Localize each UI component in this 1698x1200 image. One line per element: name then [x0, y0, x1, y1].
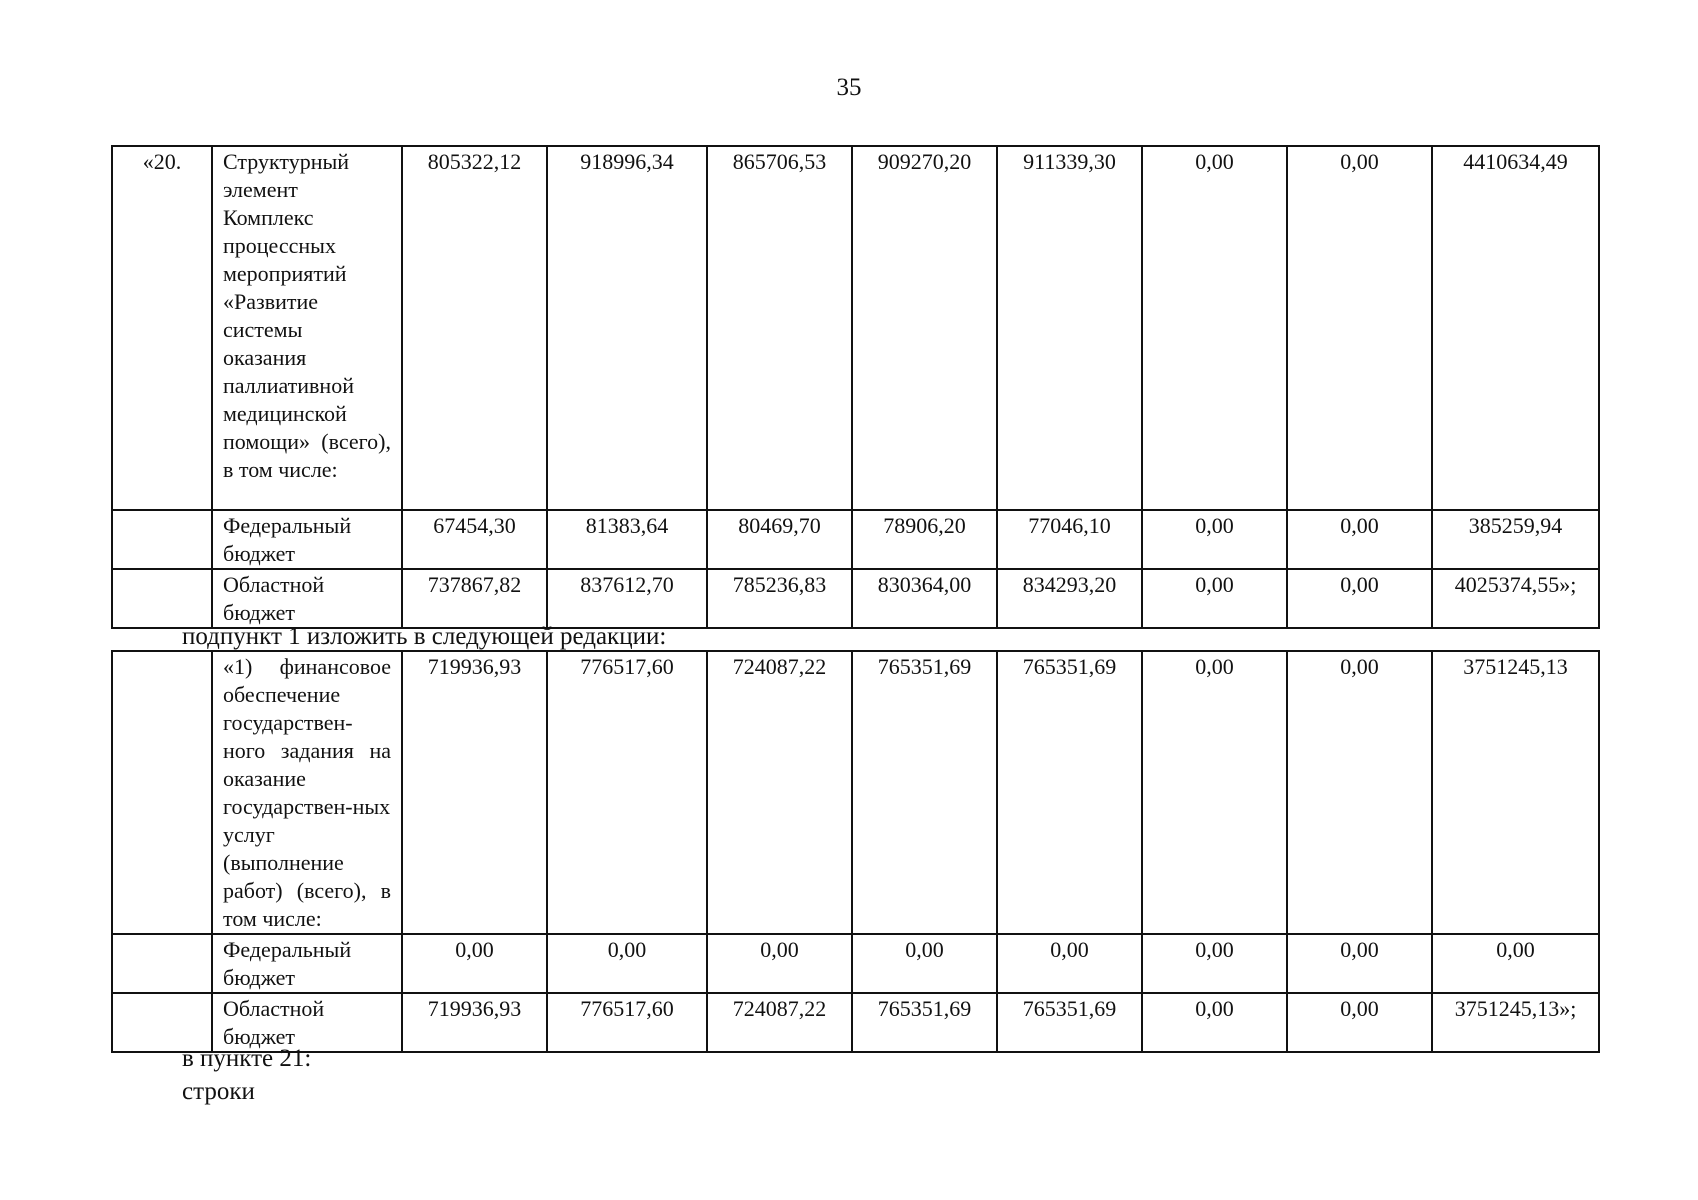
table-row — [112, 993, 1599, 1052]
value-cell: 67454,30 — [402, 510, 547, 569]
value-cell: 0,00 — [1287, 146, 1432, 510]
value-cell: 724087,22 — [707, 651, 852, 934]
total-cell: 385259,94 — [1432, 510, 1599, 569]
row-index — [112, 934, 212, 993]
total-cell: 4410634,49 — [1432, 146, 1599, 510]
value-cell: 737867,82 — [402, 569, 547, 628]
value-cell: 918996,34 — [547, 146, 707, 510]
value-cell: 865706,53 — [707, 146, 852, 510]
value-cell: 0,00 — [1142, 651, 1287, 934]
value-cell: 0,00 — [852, 934, 997, 993]
row-name: Федеральный бюджет — [212, 934, 402, 993]
row-index — [112, 651, 212, 934]
value-cell: 785236,83 — [707, 569, 852, 628]
row-name: Федеральный бюджет — [212, 510, 402, 569]
value-cell: 765351,69 — [997, 993, 1142, 1052]
value-cell: 911339,30 — [997, 146, 1142, 510]
value-cell: 77046,10 — [997, 510, 1142, 569]
budget-table-2 — [111, 650, 1600, 1053]
value-cell: 0,00 — [1287, 651, 1432, 934]
row-index — [112, 569, 212, 628]
row-name: Структурный элемент Комплекс процессных мероприятий «Развитие системы оказания паллиативной медицинской помощи» (всего), в том числе: — [212, 146, 402, 510]
value-cell: 0,00 — [1142, 569, 1287, 628]
table-row — [112, 651, 1599, 934]
value-cell: 0,00 — [1287, 510, 1432, 569]
value-cell: 78906,20 — [852, 510, 997, 569]
total-cell: 0,00 — [1432, 934, 1599, 993]
table-row — [112, 146, 1599, 510]
row-index: «20. — [112, 146, 212, 510]
value-cell: 0,00 — [402, 934, 547, 993]
budget-table-1 — [111, 145, 1600, 629]
value-cell: 724087,22 — [707, 993, 852, 1052]
value-cell: 0,00 — [997, 934, 1142, 993]
amendment-paragraph: в пункте 21: — [182, 1045, 312, 1072]
value-cell: 0,00 — [1287, 993, 1432, 1052]
value-cell: 776517,60 — [547, 993, 707, 1052]
amendment-paragraph: подпункт 1 изложить в следующей редакции: — [182, 623, 667, 650]
value-cell: 765351,69 — [997, 651, 1142, 934]
value-cell: 719936,93 — [402, 993, 547, 1052]
value-cell: 765351,69 — [852, 993, 997, 1052]
value-cell: 0,00 — [547, 934, 707, 993]
value-cell: 0,00 — [1142, 993, 1287, 1052]
total-cell: 3751245,13»; — [1432, 993, 1599, 1052]
page-number: 35 — [836, 74, 862, 101]
value-cell: 0,00 — [1142, 510, 1287, 569]
value-cell: 80469,70 — [707, 510, 852, 569]
value-cell: 837612,70 — [547, 569, 707, 628]
value-cell: 0,00 — [1142, 934, 1287, 993]
value-cell: 0,00 — [1287, 934, 1432, 993]
row-index — [112, 510, 212, 569]
value-cell: 765351,69 — [852, 651, 997, 934]
total-cell: 4025374,55»; — [1432, 569, 1599, 628]
row-name: Областной бюджет — [212, 569, 402, 628]
value-cell: 909270,20 — [852, 146, 997, 510]
value-cell: 0,00 — [1142, 146, 1287, 510]
table-row — [112, 934, 1599, 993]
value-cell: 0,00 — [707, 934, 852, 993]
row-name: «1) финансовое обеспечение государствен-ного задания на оказание государствен-ных услуг (выполнение работ) (всего), в том числе: — [212, 651, 402, 934]
value-cell: 805322,12 — [402, 146, 547, 510]
value-cell: 0,00 — [1287, 569, 1432, 628]
value-cell: 834293,20 — [997, 569, 1142, 628]
table-row — [112, 569, 1599, 628]
amendment-paragraph: строки — [182, 1078, 255, 1105]
value-cell: 776517,60 — [547, 651, 707, 934]
total-cell: 3751245,13 — [1432, 651, 1599, 934]
value-cell: 81383,64 — [547, 510, 707, 569]
table-row — [112, 510, 1599, 569]
value-cell: 719936,93 — [402, 651, 547, 934]
row-name: Областной бюджет — [212, 993, 402, 1052]
value-cell: 830364,00 — [852, 569, 997, 628]
